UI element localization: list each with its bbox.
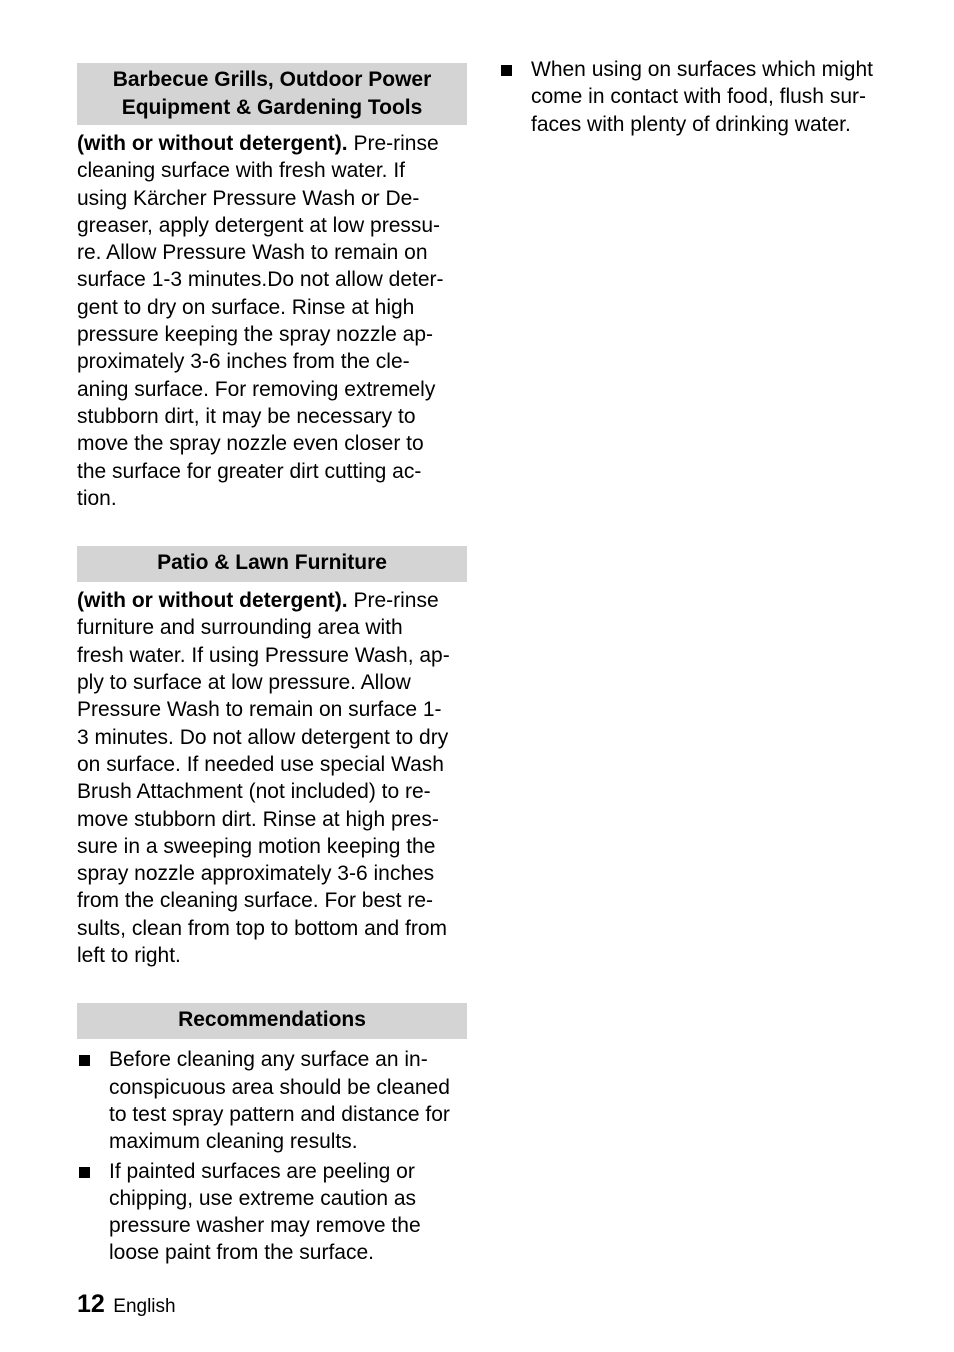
bullet-line: pressure washer may remove the (109, 1214, 421, 1238)
body-line: using Kärcher Pressure Wash or De- (77, 186, 420, 210)
page-number: 12 (77, 1290, 105, 1318)
bullet-line: chipping, use extreme caution as (109, 1186, 417, 1210)
list-item (499, 56, 899, 138)
body-line: pressure keeping the spray nozzle ap- (77, 323, 434, 347)
body-line: aning surface. For removing extremely (77, 377, 436, 401)
body-line: Pressure Wash to remain on surface 1- (77, 698, 442, 722)
bullet-line: faces with plenty of drinking water. (531, 112, 851, 136)
square-bullet-icon (79, 1167, 90, 1178)
body-line: Pre-rinse (347, 132, 439, 155)
section-header-recommendations (77, 1003, 467, 1039)
bullet-line: come in contact with food, flush sur- (531, 85, 866, 109)
bullet-line: loose paint from the surface. (109, 1241, 374, 1265)
body-line: furniture and surrounding area with (77, 616, 403, 640)
section-title-line: Equipment & Gardening Tools (121, 96, 423, 119)
section-title-line: Barbecue Grills, Outdoor Power (112, 68, 432, 91)
body-line: move the spray nozzle even closer to (77, 432, 424, 456)
body-line: tion. (77, 486, 117, 510)
body-line: Pre-rinse (347, 589, 439, 613)
section-lead: (with or without detergent). (77, 589, 348, 613)
body-line: sults, clean from top to bottom and from (77, 916, 448, 940)
list-item (77, 1158, 469, 1267)
body-line: sure in a sweeping motion keeping the (77, 834, 436, 858)
left-column (77, 63, 469, 1269)
section-body-barbecue (77, 130, 469, 512)
body-line: surface 1-3 minutes.Do not allow deter- (77, 268, 444, 292)
body-line: cleaning surface with fresh water. If (77, 159, 405, 183)
right-column (499, 56, 899, 140)
body-line: ply to surface at low pressure. Allow (77, 671, 411, 695)
right-bullet-list (499, 56, 899, 138)
square-bullet-icon (79, 1055, 90, 1066)
recommendations-list (77, 1046, 469, 1266)
bullet-line: conspicuous area should be cleaned (109, 1075, 450, 1099)
body-line: stubborn dirt, it may be necessary to (77, 404, 416, 428)
section-lead: (with or without detergent). (77, 132, 348, 155)
square-bullet-icon (501, 65, 512, 76)
body-line: from the cleaning surface. For best re- (77, 889, 433, 913)
section-title-line: Recommendations (178, 1008, 366, 1032)
body-line: gent to dry on surface. Rinse at high (77, 295, 415, 319)
body-line: Brush Attachment (not included) to re- (77, 780, 431, 804)
section-header-patio (77, 546, 467, 582)
body-line: 3 minutes. Do not allow detergent to dry (77, 725, 449, 749)
bullet-line: When using on surfaces which might (531, 58, 873, 81)
body-line: left to right. (77, 944, 181, 968)
page-footer (77, 1290, 176, 1319)
bullet-line: If painted surfaces are peeling or (109, 1159, 415, 1183)
list-item (77, 1046, 469, 1155)
body-line: re. Allow Pressure Wash to remain on (77, 241, 428, 265)
body-line: on surface. If needed use special Wash (77, 752, 444, 776)
section-body-patio (77, 587, 469, 969)
body-line: proximately 3-6 inches from the cle- (77, 350, 410, 374)
body-line: spray nozzle approximately 3-6 inches (77, 862, 435, 886)
body-line: greaser, apply detergent at low pressu- (77, 213, 441, 237)
bullet-line: maximum cleaning results. (109, 1130, 358, 1154)
bullet-line: Before cleaning any surface an in- (109, 1048, 428, 1072)
bullet-line: to test spray pattern and distance for (109, 1102, 450, 1126)
body-line: the surface for greater dirt cutting ac- (77, 459, 422, 483)
section-title-line: Patio & Lawn Furniture (157, 551, 387, 575)
body-line: fresh water. If using Pressure Wash, ap- (77, 643, 450, 667)
page-language: English (113, 1296, 176, 1317)
body-line: move stubborn dirt. Rinse at high pres- (77, 807, 439, 831)
section-header-barbecue (77, 63, 467, 125)
